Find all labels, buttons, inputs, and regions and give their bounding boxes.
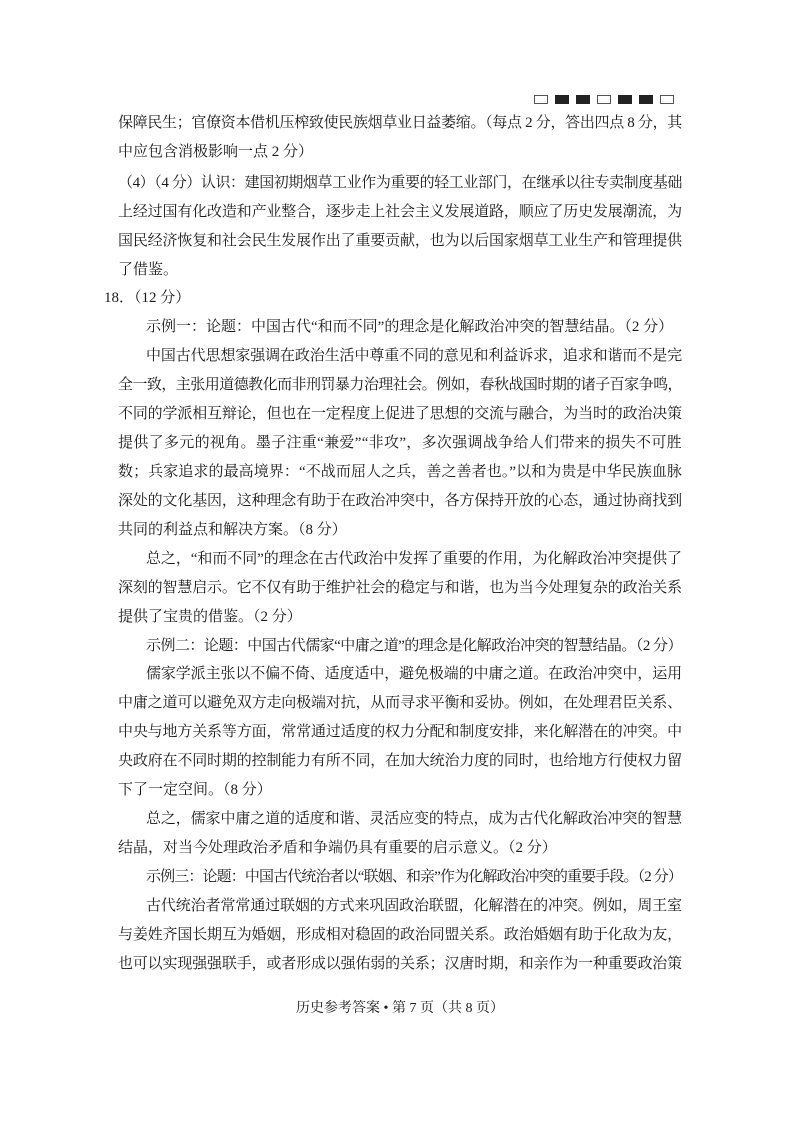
- text-line: 提供了宝贵的借鉴。（2 分）: [118, 609, 302, 625]
- text-line: 数；兵家追求的最高境界：“不战而屈人之兵，善之善者也。”以和为贵是中华民族血脉: [118, 464, 682, 480]
- text-line: 中应包含消极影响一点 2 分）: [118, 144, 314, 160]
- text-line: 保障民生；官僚资本借机压榨致使民族烟草业日益萎缩。（每点 2 分，答出四点 8 分，其: [118, 115, 682, 131]
- marker-square: [534, 95, 548, 104]
- text-line: 示例一：论题：中国古代“和而不同”的理念是化解政治冲突的智慧结晶。（2 分）: [146, 319, 674, 335]
- text-line: 中庸之道可以避免双方走向极端对抗，从而寻求平衡和妥协。例如，在处理君臣关系、: [118, 695, 682, 711]
- text-line: 深处的文化基因，这种理念有助于在政治冲突中，各方保持开放的心态，通过协商找到: [118, 493, 682, 509]
- text-line: 下了一定空间。（8 分）: [118, 782, 272, 798]
- text-line: 示例三：论题：中国古代统治者以“联姻、和亲”作为化解政治冲突的重要手段。（2 分）: [146, 869, 682, 885]
- text-line: 也可以实现强强联手，或者形成以强佑弱的关系；汉唐时期，和亲作为一种重要政治策: [118, 956, 682, 972]
- text-line: 共同的利益点和解决方案。（8 分）: [118, 522, 347, 538]
- text-line: 18．（12 分）: [104, 290, 191, 306]
- marker-square: [639, 95, 653, 104]
- text-line: 中国古代思想家强调在政治生活中尊重不同的意见和利益诉求，追求和谐而不是完: [146, 348, 682, 364]
- marker-square: [660, 95, 674, 104]
- text-line: 深刻的智慧启示。它不仅有助于维护社会的稳定与和谐，也为当今处理复杂的政治关系: [118, 580, 682, 596]
- marker-square: [555, 95, 569, 104]
- text-line: 中央与地方关系等方面，常常通过适度的权力分配和制度安排，来化解潜在的冲突。中: [118, 724, 682, 740]
- text-line: 全一致，主张用道德教化而非刑罚暴力治理社会。例如，春秋战国时期的诸子百家争鸣，: [118, 377, 682, 393]
- marker-square: [597, 95, 611, 104]
- text-line: 结晶，对当今处理政治矛盾和争端仍具有重要的启示意义。（2 分）: [118, 840, 557, 856]
- text-line: 国民经济恢复和社会民生发展作出了重要贡献，也为以后国家烟草工业生产和管理提供: [118, 233, 682, 249]
- text-line: 总之，儒家中庸之道的适度和谐、灵活应变的特点，成为古代化解政治冲突的智慧: [146, 811, 682, 827]
- text-line: 上经过国有化改造和产业整合，逐步走上社会主义发展道路，顺应了历史发展潮流，为: [118, 204, 682, 220]
- text-line: 央政府在不同时期的控制能力有所不同，在加大统治力度的同时，也给地方行使权力留: [118, 753, 682, 769]
- text-line: 了借鉴。: [118, 262, 179, 278]
- text-line: 古代统治者常常通过联姻的方式来巩固政治联盟，化解潜在的冲突。例如，周王室: [146, 898, 682, 914]
- text-line: 儒家学派主张以不偏不倚、适度适中，避免极端的中庸之道。在政治冲突中，运用: [146, 666, 682, 682]
- text-line: 不同的学派相互辩论，但也在一定程度上促进了思想的交流与融合，为当时的政治决策: [118, 406, 682, 422]
- text-line: 总之，“和而不同”的理念在古代政治中发挥了重要的作用，为化解政治冲突提供了: [146, 551, 682, 567]
- text-line: 示例二：论题：中国古代儒家“中庸之道”的理念是化解政治冲突的智慧结晶。（2 分）: [146, 638, 682, 654]
- marker-square: [618, 95, 632, 104]
- marker-square: [576, 95, 590, 104]
- text-line: 与姜姓齐国长期互为婚姻，形成相对稳固的政治同盟关系。政治婚姻有助于化敌为友，: [118, 927, 682, 943]
- page-marker-squares: [534, 95, 674, 104]
- page-footer: 历史参考答案 • 第 7 页（共 8 页）: [296, 1001, 504, 1016]
- text-line: （4）（4 分）认识：建国初期烟草工业作为重要的轻工业部门，在继承以往专卖制度基础: [118, 175, 682, 191]
- text-line: 提供了多元的视角。墨子注重“兼爱”“非攻”，多次强调战争给人们带来的损失不可胜: [118, 435, 682, 451]
